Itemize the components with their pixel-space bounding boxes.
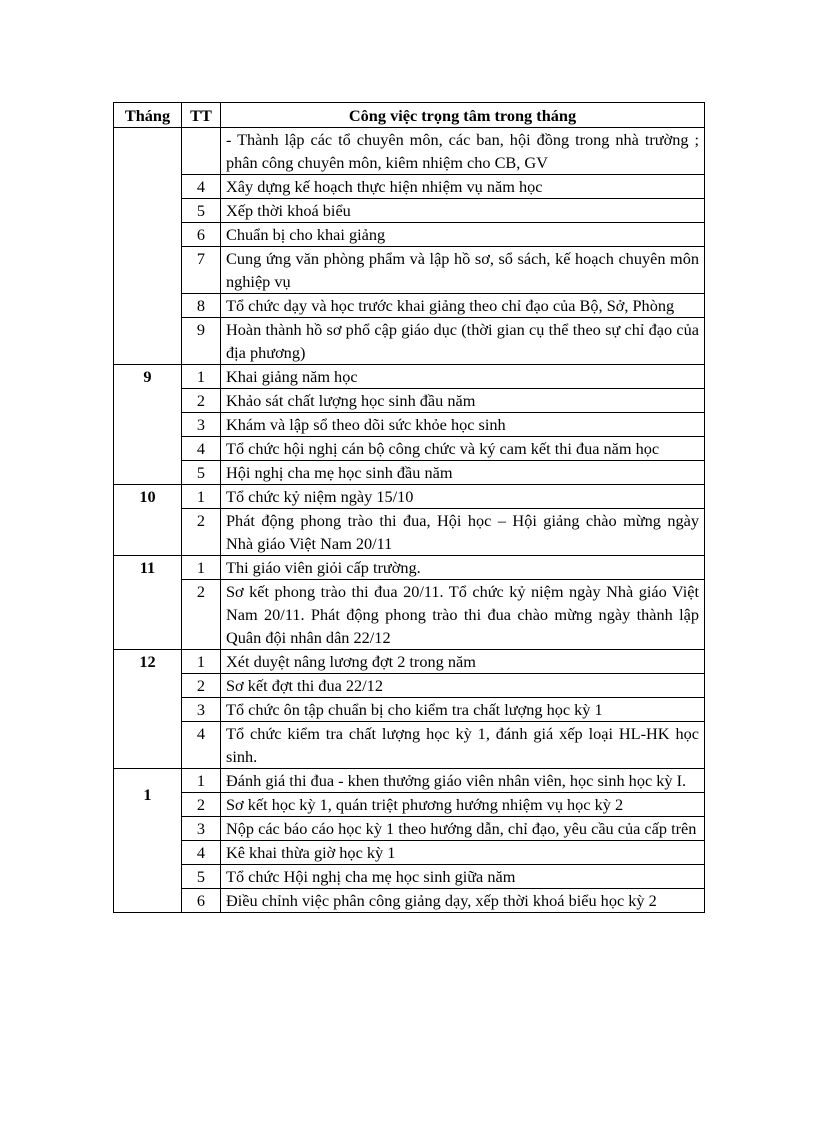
table-row — [114, 294, 705, 318]
month-cell: 9 — [114, 365, 182, 485]
table-row — [114, 389, 705, 413]
table-row — [114, 650, 705, 674]
table-row — [114, 580, 705, 650]
table-row — [114, 698, 705, 722]
tt-cell: 2 — [182, 580, 221, 650]
task-cell: Chuẩn bị cho khai giảng — [221, 223, 705, 247]
table-row — [114, 365, 705, 389]
task-cell: Khai giảng năm học — [221, 365, 705, 389]
tt-cell: 1 — [182, 650, 221, 674]
task-cell: Xây dựng kế hoạch thực hiện nhiệm vụ năm học — [221, 175, 705, 199]
month-cell: 10 — [114, 485, 182, 556]
table-row — [114, 485, 705, 509]
table-row — [114, 199, 705, 223]
tt-cell: 2 — [182, 674, 221, 698]
table-row — [114, 318, 705, 365]
table-row — [114, 793, 705, 817]
header-month: Tháng — [114, 103, 182, 128]
tt-cell: 4 — [182, 722, 221, 769]
table-row — [114, 247, 705, 294]
table-row — [114, 889, 705, 913]
task-cell: Tổ chức hội nghị cán bộ công chức và ký cam kết thi đua năm học — [221, 437, 705, 461]
tt-cell: 1 — [182, 769, 221, 793]
table-row — [114, 461, 705, 485]
table-row — [114, 722, 705, 769]
tt-cell: 2 — [182, 509, 221, 556]
task-cell: Tổ chức ôn tập chuẩn bị cho kiểm tra chất lượng học kỳ 1 — [221, 698, 705, 722]
task-cell: Tổ chức kỷ niệm ngày 15/10 — [221, 485, 705, 509]
tt-cell: 4 — [182, 175, 221, 199]
tt-cell: 3 — [182, 817, 221, 841]
month-cell: 12 — [114, 650, 182, 769]
tt-cell: 4 — [182, 437, 221, 461]
table-row — [114, 769, 705, 793]
monthly-plan-table — [113, 102, 705, 913]
task-cell: Tổ chức dạy và học trước khai giảng theo chỉ đạo của Bộ, Sở, Phòng — [221, 294, 705, 318]
tt-cell: 8 — [182, 294, 221, 318]
task-cell: Xếp thời khoá biểu — [221, 199, 705, 223]
tt-cell: 6 — [182, 889, 221, 913]
tt-cell: 5 — [182, 865, 221, 889]
tt-cell: 9 — [182, 318, 221, 365]
month-cell: 1 — [114, 769, 182, 913]
tt-cell: 7 — [182, 247, 221, 294]
task-cell: Tổ chức kiểm tra chất lượng học kỳ 1, đánh giá xếp loại HL-HK học sinh. — [221, 722, 705, 769]
tt-cell: 5 — [182, 199, 221, 223]
tt-cell: 3 — [182, 413, 221, 437]
table-row — [114, 556, 705, 580]
month-cell: 11 — [114, 556, 182, 650]
table-body — [114, 128, 705, 913]
table-row — [114, 128, 705, 175]
table-row — [114, 865, 705, 889]
tt-cell: 1 — [182, 485, 221, 509]
tt-cell: 2 — [182, 793, 221, 817]
table-row — [114, 175, 705, 199]
task-cell: Tổ chức Hội nghị cha mẹ học sinh giữa năm — [221, 865, 705, 889]
month-cell — [114, 128, 182, 365]
table-row — [114, 223, 705, 247]
table-row — [114, 674, 705, 698]
tt-cell: 1 — [182, 556, 221, 580]
task-cell: Phát động phong trào thi đua, Hội học – Hội giảng chào mừng ngày Nhà giáo Việt Nam 20/11 — [221, 509, 705, 556]
task-cell: Hội nghị cha mẹ học sinh đầu năm — [221, 461, 705, 485]
task-cell: Kê khai thừa giờ học kỳ 1 — [221, 841, 705, 865]
tt-cell: 4 — [182, 841, 221, 865]
header-task: Công việc trọng tâm trong tháng — [221, 103, 705, 128]
tt-cell: 6 — [182, 223, 221, 247]
tt-cell: 5 — [182, 461, 221, 485]
table-row — [114, 413, 705, 437]
task-cell: Điều chỉnh việc phân công giảng dạy, xếp thời khoá biểu học kỳ 2 — [221, 889, 705, 913]
task-cell: - Thành lập các tổ chuyên môn, các ban, hội đồng trong nhà trường ; phân công chuyên môn, kiêm nhiệm cho CB, GV — [221, 128, 705, 175]
task-cell: Hoàn thành hồ sơ phổ cập giáo dục (thời gian cụ thể theo sự chỉ đạo của địa phương) — [221, 318, 705, 365]
table-row — [114, 509, 705, 556]
task-cell: Sơ kết đợt thi đua 22/12 — [221, 674, 705, 698]
task-cell: Cung ứng văn phòng phẩm và lập hồ sơ, sổ sách, kế hoạch chuyên môn nghiệp vụ — [221, 247, 705, 294]
header-tt: TT — [182, 103, 221, 128]
task-cell: Thi giáo viên giỏi cấp trường. — [221, 556, 705, 580]
tt-cell: 2 — [182, 389, 221, 413]
task-cell: Xét duyệt nâng lương đợt 2 trong năm — [221, 650, 705, 674]
task-cell: Sơ kết phong trào thi đua 20/11. Tổ chức kỷ niệm ngày Nhà giáo Việt Nam 20/11. Phát động phong trào thi đua chào mừng ngày thành lập Quân đội nhân dân 22/12 — [221, 580, 705, 650]
table-row — [114, 437, 705, 461]
tt-cell: 1 — [182, 365, 221, 389]
table-row — [114, 817, 705, 841]
tt-cell: 3 — [182, 698, 221, 722]
task-cell: Khám và lập sổ theo dõi sức khỏe học sinh — [221, 413, 705, 437]
task-cell: Sơ kết học kỳ 1, quán triệt phương hướng nhiệm vụ học kỳ 2 — [221, 793, 705, 817]
task-cell: Đánh giá thi đua - khen thưởng giáo viên nhân viên, học sinh học kỳ I. — [221, 769, 705, 793]
table-header-row — [114, 103, 705, 128]
table-row — [114, 841, 705, 865]
task-cell: Nộp các báo cáo học kỳ 1 theo hướng dẫn, chỉ đạo, yêu cầu của cấp trên — [221, 817, 705, 841]
task-cell: Khảo sát chất lượng học sinh đầu năm — [221, 389, 705, 413]
tt-cell — [182, 128, 221, 175]
